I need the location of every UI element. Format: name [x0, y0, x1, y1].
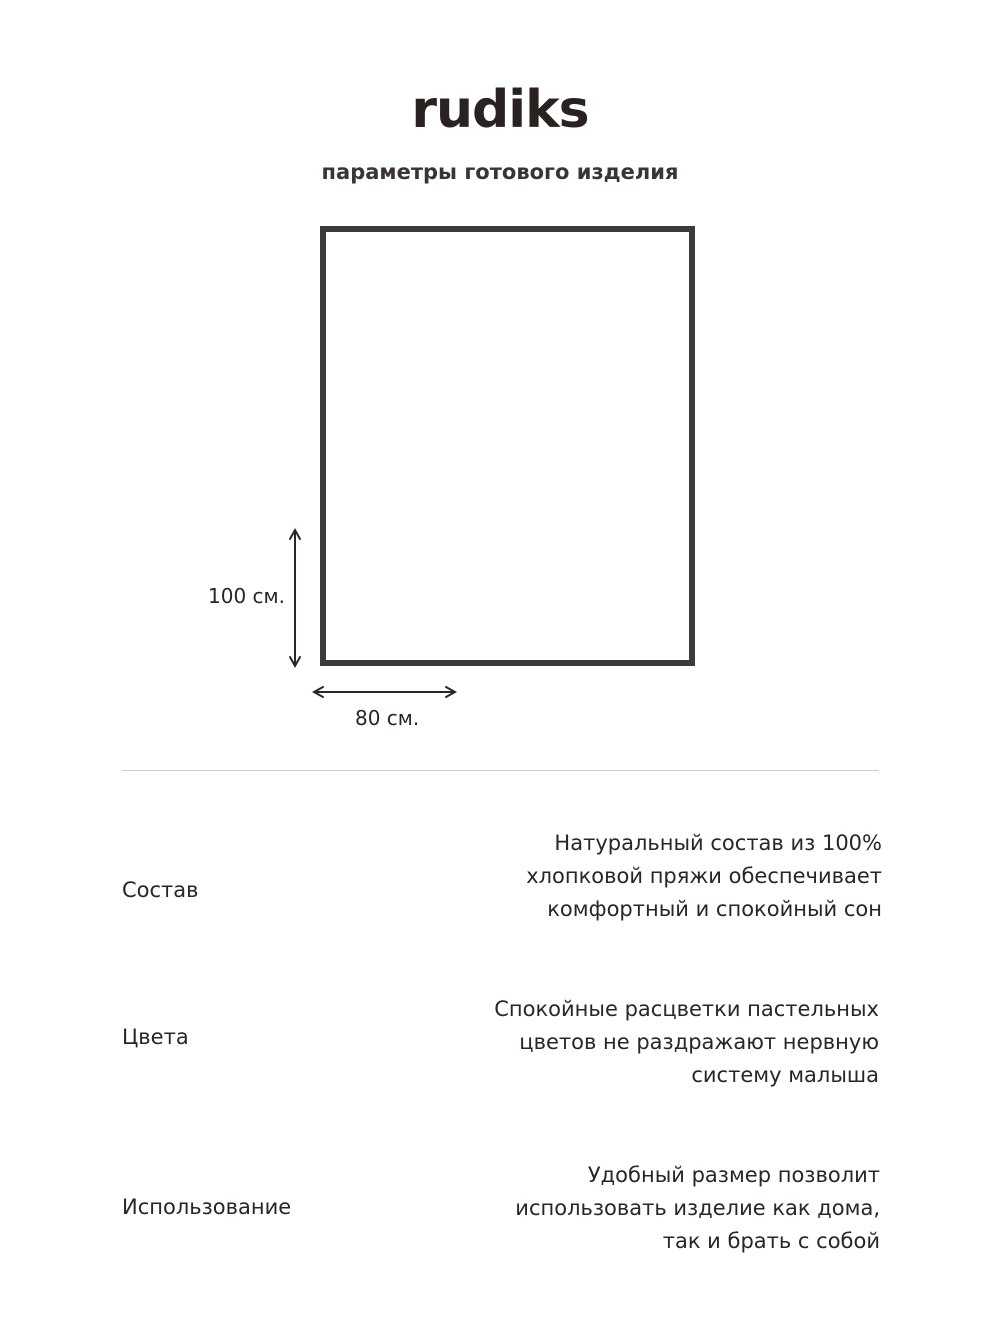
spec-line: Натуральный состав из 100%: [554, 831, 882, 855]
spec-line: цветов не раздражают нервную: [519, 1030, 879, 1054]
product-outline: [320, 226, 695, 666]
spec-line: использовать изделие как дома,: [515, 1196, 880, 1220]
spec-label: Состав: [122, 878, 199, 902]
spec-label: Цвета: [122, 1025, 189, 1049]
spec-line: Удобный размер позволит: [587, 1163, 880, 1187]
spec-line: хлопковой пряжи обеспечивает: [526, 864, 882, 888]
spec-row-usage: [122, 1159, 882, 1259]
spec-description: [462, 827, 882, 926]
width-arrow-icon: [314, 687, 455, 697]
spec-description: [460, 1159, 880, 1258]
spec-label: Использование: [122, 1195, 292, 1219]
spec-line: систему малыша: [691, 1063, 879, 1087]
width-dimension-label: 80 см.: [355, 706, 420, 730]
spec-row-colors: [122, 993, 882, 1093]
height-arrow-icon: [290, 530, 300, 666]
spec-row-composition: [122, 827, 882, 927]
spec-line: Спокойные расцветки пастельных: [494, 997, 879, 1021]
brand-logo: rudiks: [411, 80, 589, 140]
spec-description: [459, 993, 879, 1092]
section-divider: [122, 770, 879, 771]
height-dimension-label: 100 см.: [208, 584, 285, 608]
spec-line: так и брать с собой: [662, 1229, 880, 1253]
spec-line: комфортный и спокойный сон: [547, 897, 882, 921]
page-subtitle: параметры готового изделия: [321, 160, 679, 184]
